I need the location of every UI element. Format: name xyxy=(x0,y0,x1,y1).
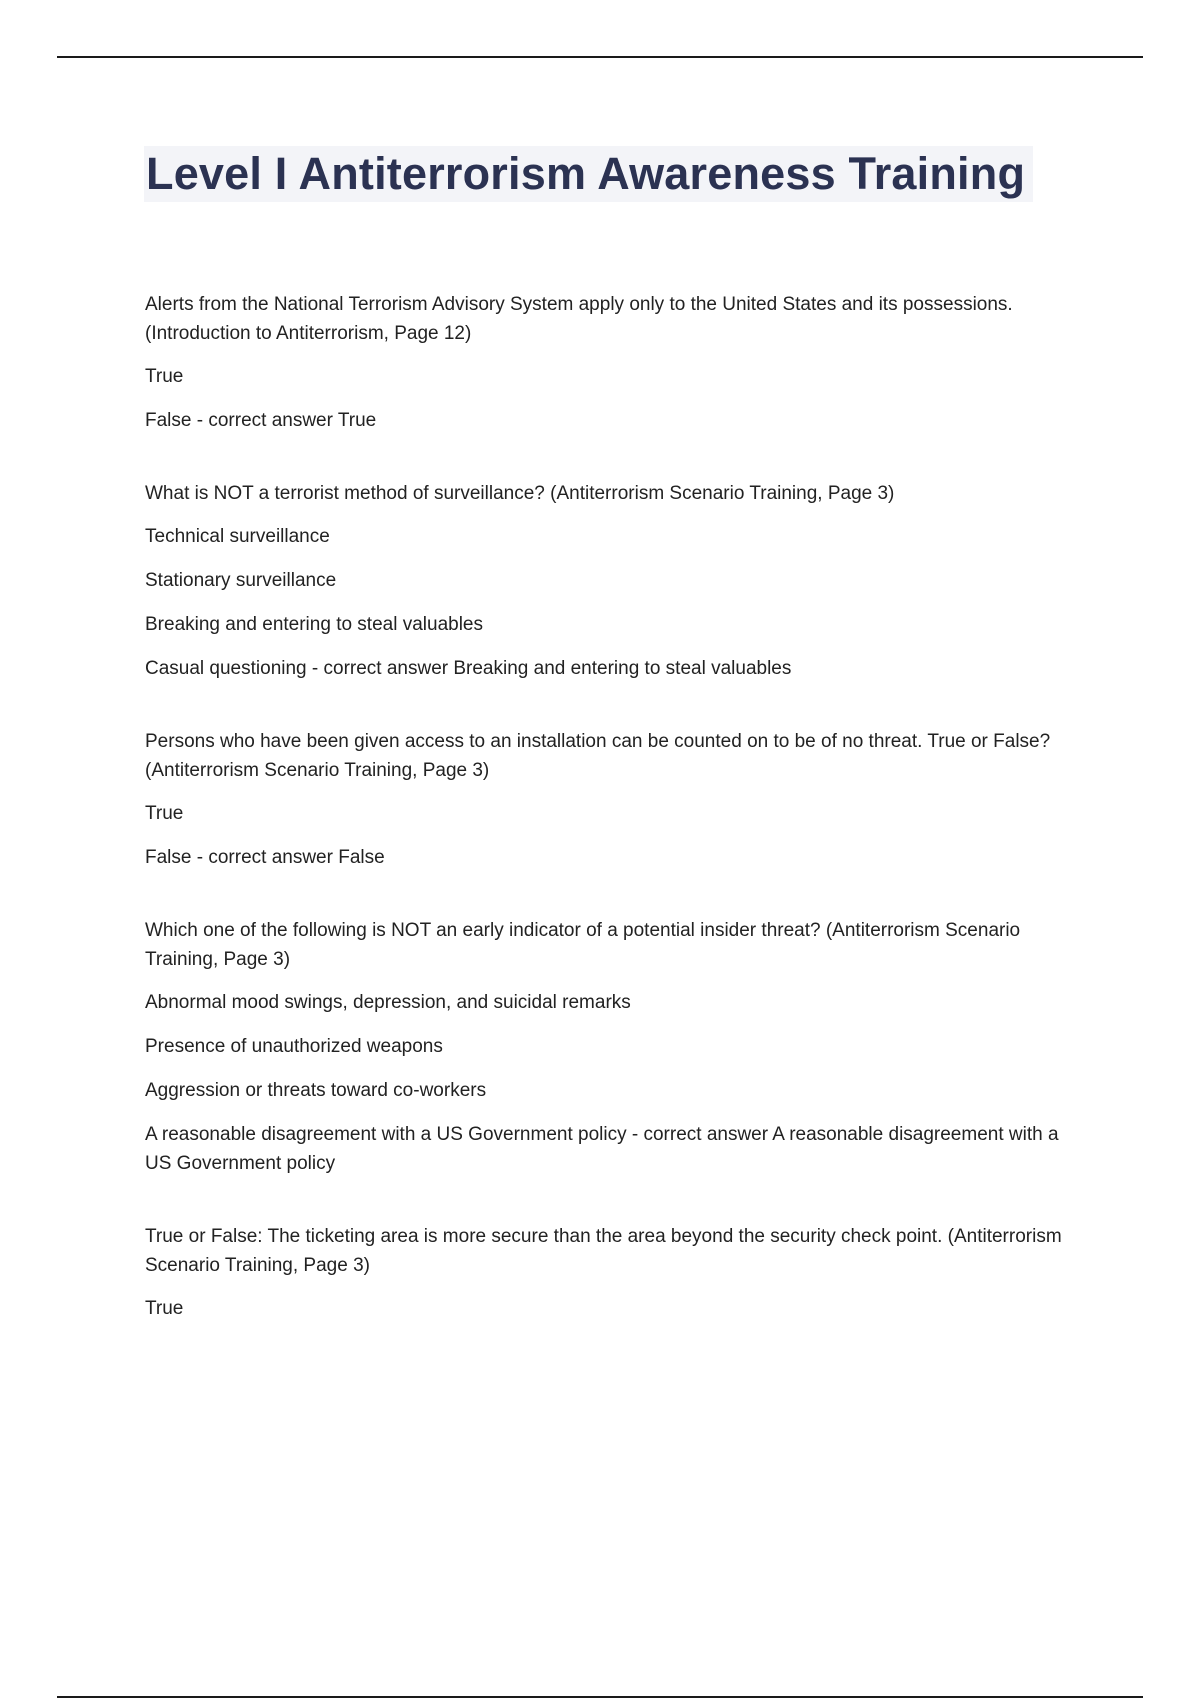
question-block-2 xyxy=(145,479,1080,683)
question-text: What is NOT a terrorist method of surveillance? (Antiterrorism Scenario Training, Page 3) xyxy=(145,483,895,504)
question-text: Which one of the following is NOT an early indicator of a potential insider threat? (Antiterrorism Scenario Training, Page 3) xyxy=(145,920,1021,970)
question-block-5 xyxy=(145,1222,1080,1323)
top-rule xyxy=(57,56,1143,58)
document-title: Level I Antiterrorism Awareness Training xyxy=(146,148,1026,199)
question-text: True or False: The ticketing area is more secure than the area beyond the security check point. (Antiterrorism Scenario Training, Page 3) xyxy=(145,1226,1062,1276)
answer-option: A reasonable disagreement with a US Government policy - correct answer A reasonable disagreement with a US Government policy xyxy=(145,1124,1059,1174)
question-block-4 xyxy=(145,916,1080,1178)
answer-option: False - correct answer True xyxy=(145,410,377,431)
bottom-rule xyxy=(57,1696,1143,1698)
answer-option: Casual questioning - correct answer Breaking and entering to steal valuables xyxy=(145,658,792,679)
answer-option: True xyxy=(145,803,184,824)
answer-option: True xyxy=(145,1298,184,1319)
question-text: Alerts from the National Terrorism Advisory System apply only to the United States and its possessions. (Introduction to Antiterrorism, Page 12) xyxy=(145,294,1013,344)
answer-option: Breaking and entering to steal valuables xyxy=(145,614,484,635)
question-text: Persons who have been given access to an installation can be counted on to be of no threat. True or False? (Antiterrorism Scenario Training, Page 3) xyxy=(145,731,1051,781)
answer-option: False - correct answer False xyxy=(145,847,385,868)
answer-option: True xyxy=(145,366,184,387)
question-block-3 xyxy=(145,727,1080,872)
title-highlight xyxy=(144,146,1033,202)
answer-option: Presence of unauthorized weapons xyxy=(145,1036,443,1057)
answer-option: Abnormal mood swings, depression, and suicidal remarks xyxy=(145,992,631,1013)
answer-option: Aggression or threats toward co-workers xyxy=(145,1080,487,1101)
question-block-1 xyxy=(145,290,1080,435)
answer-option: Stationary surveillance xyxy=(145,570,337,591)
question-list xyxy=(145,290,1080,1367)
answer-option: Technical surveillance xyxy=(145,526,330,547)
